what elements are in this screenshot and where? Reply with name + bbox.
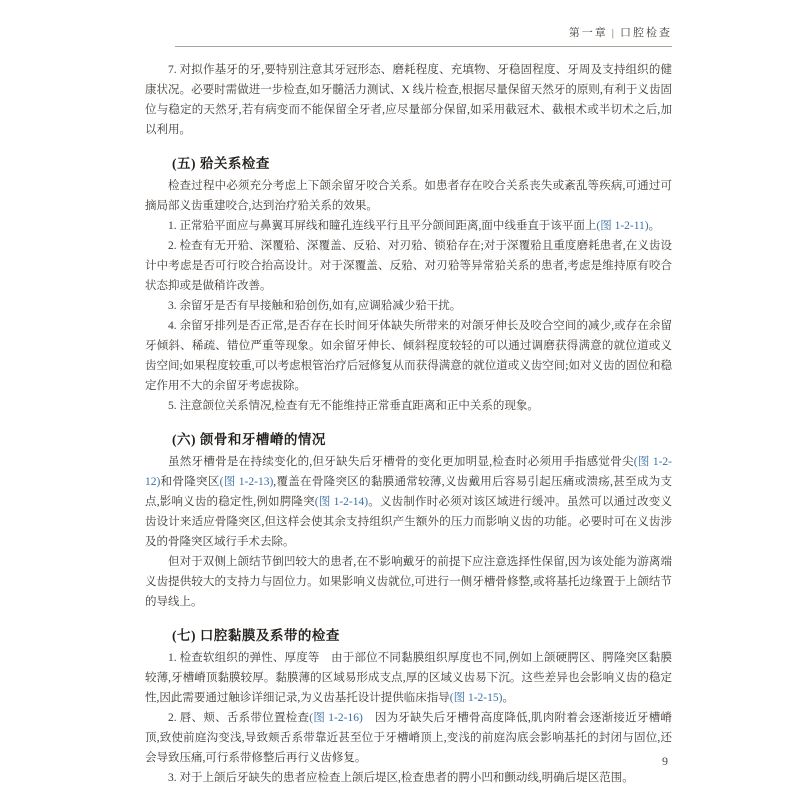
page-header: [175, 24, 672, 47]
paragraph: [145, 708, 672, 768]
text-run: 2. 检查有无开𬌗、深覆𬌗、深覆盖、反𬌗、对刃𬌗、锁𬌗存在;对于深覆𬌗且重度磨耗患者,在义齿设计中考虑是否可行咬合抬高设计。对于深覆盖、反𬌗、对刃𬌗等异常𬌗关系的患者,考虑是维持原有咬合状态抑或是做稍许改善。: [145, 240, 672, 292]
text-run: (五) 𬌗关系检查: [172, 156, 270, 171]
chapter-title: 口腔检查: [620, 27, 672, 39]
section-heading: [145, 626, 672, 646]
figure-reference-link[interactable]: (图 1-2-12): [145, 456, 672, 488]
text-run: 。: [502, 692, 514, 704]
text-run: 5. 注意颌位关系情况,检查有无不能维持正常垂直距离和正中关系的现象。: [168, 400, 539, 412]
text-run: 2. 唇、颊、舌系带位置检查: [168, 712, 310, 724]
paragraph: [145, 452, 672, 552]
text-run: ,覆盖在骨隆突区的黏膜通常较薄,义齿戴用后容易引起压痛或溃疡,甚至成为支点,影响义齿的稳定性,例如腭隆突: [145, 476, 673, 508]
text-run: 和骨隆突区: [160, 476, 220, 488]
section-heading: [145, 154, 672, 174]
paragraph: [145, 648, 672, 708]
text-run: 。: [648, 220, 661, 232]
paragraph: [145, 316, 672, 396]
figure-reference-link[interactable]: (图 1-2-16): [309, 712, 363, 724]
header-separator: |: [611, 27, 616, 39]
figure-reference-link[interactable]: (图 1-2-11): [596, 220, 649, 232]
text-run: 。义齿制作时必须对该区域进行缓冲。虽然可以通过改变义齿设计来适应骨隆突区,但这样会使其余支持组织产生额外的压力而影响义齿的功能。必要时可在义齿涉及的骨隆突区域行手术去除。: [145, 496, 672, 548]
figure-reference-link[interactable]: (图 1-2-14): [314, 496, 369, 508]
text-run: 虽然牙槽骨是在持续变化的,但牙缺失后牙槽骨的变化更加明显,检查时必须用手指感觉骨尖: [168, 456, 634, 468]
paragraph: [145, 216, 672, 236]
text-run: 但对于双侧上颌结节倒凹较大的患者,在不影响戴牙的前提下应注意选择性保留,因为该处能为游离端义齿提供较大的支持力与固位力。如果影响义齿就位,可进行一侧牙槽骨修整,或将基托边缘置于上颌结节的导线上。: [145, 556, 672, 608]
paragraph: [145, 60, 672, 140]
figure-reference-link[interactable]: (图 1-2-15): [449, 692, 503, 704]
text-run: 4. 余留牙排列是否正常,是否存在长时间牙体缺失所带来的对颌牙伸长及咬合空间的减少,或存在余留牙倾斜、稀疏、错位严重等现象。如余留牙伸长、倾斜程度较轻的可以通过调磨获得满意的就位道或义齿空间;如果程度较重,可以考虑根管治疗后冠修复从而获得满意的就位道或义齿空间;如对义齿的固位和稳定作用不大的余留牙考虑拔除。: [145, 320, 672, 392]
text-run: 1. 检查软组织的弹性、厚度等 由于部位不同黏膜组织厚度也不同,例如上颌硬腭区、腭隆突区黏膜较薄,牙槽嵴顶黏膜较厚。黏膜薄的区域易形成支点,厚的区域义齿易下沉。这些差异也会影响义齿的稳定性,因此需要通过触诊详细记录,为义齿基托设计提供临床指导: [145, 652, 672, 704]
paragraph: [145, 176, 672, 216]
paragraph: [145, 552, 672, 612]
paragraph: [145, 296, 672, 316]
paragraph: [145, 768, 672, 788]
paragraph: [145, 236, 672, 296]
text-run: 7. 对拟作基牙的牙,要特别注意其牙冠形态、磨耗程度、充填物、牙稳固程度、牙周及支持组织的健康状况。必要时需做进一步检查,如牙髓活力测试、X 线片检查,根据尽量保留天然牙的原则,有利于义齿固位与稳定的天然牙,若有病变而不能保留全牙者,应尽量部分保留,如采用截冠术、截根术或半切术之后,加以利用。: [145, 64, 672, 136]
text-run: (七) 口腔黏膜及系带的检查: [172, 628, 340, 643]
text-run: (六) 颌骨和牙槽嵴的情况: [172, 432, 326, 447]
paragraph: [145, 396, 672, 416]
text-run: 因为牙缺失后牙槽骨高度降低,肌肉附着会逐渐接近牙槽嵴顶,致使前庭沟变浅,导致颊舌系带靠近甚至位于牙槽嵴顶上,变浅的前庭沟底会影响基托的封闭与固位,还会导致压痛,可行系带修整后再行义齿修复。: [145, 712, 672, 764]
content-area: [145, 60, 672, 788]
page-number: 9: [662, 754, 668, 768]
chapter-label: 第一章: [568, 27, 608, 39]
section-heading: [145, 430, 672, 450]
text-run: 检查过程中必须充分考虑上下颌余留牙咬合关系。如患者存在咬合关系丧失或紊乱等疾病,可通过可摘局部义齿重建咬合,达到治疗𬌗关系的效果。: [145, 180, 672, 212]
figure-reference-link[interactable]: (图 1-2-13): [219, 476, 274, 488]
text-run: 1. 正常𬌗平面应与鼻翼耳屏线和瞳孔连线平行且平分颌间距离,面中线垂直于该平面上: [168, 220, 597, 232]
text-run: 3. 余留牙是否有早接触和𬌗创伤,如有,应调𬌗减少𬌗干扰。: [168, 300, 462, 312]
text-run: 3. 对于上颌后牙缺失的患者应检查上颌后堤区,检查患者的腭小凹和颤动线,明确后堤区范围。: [168, 772, 634, 784]
